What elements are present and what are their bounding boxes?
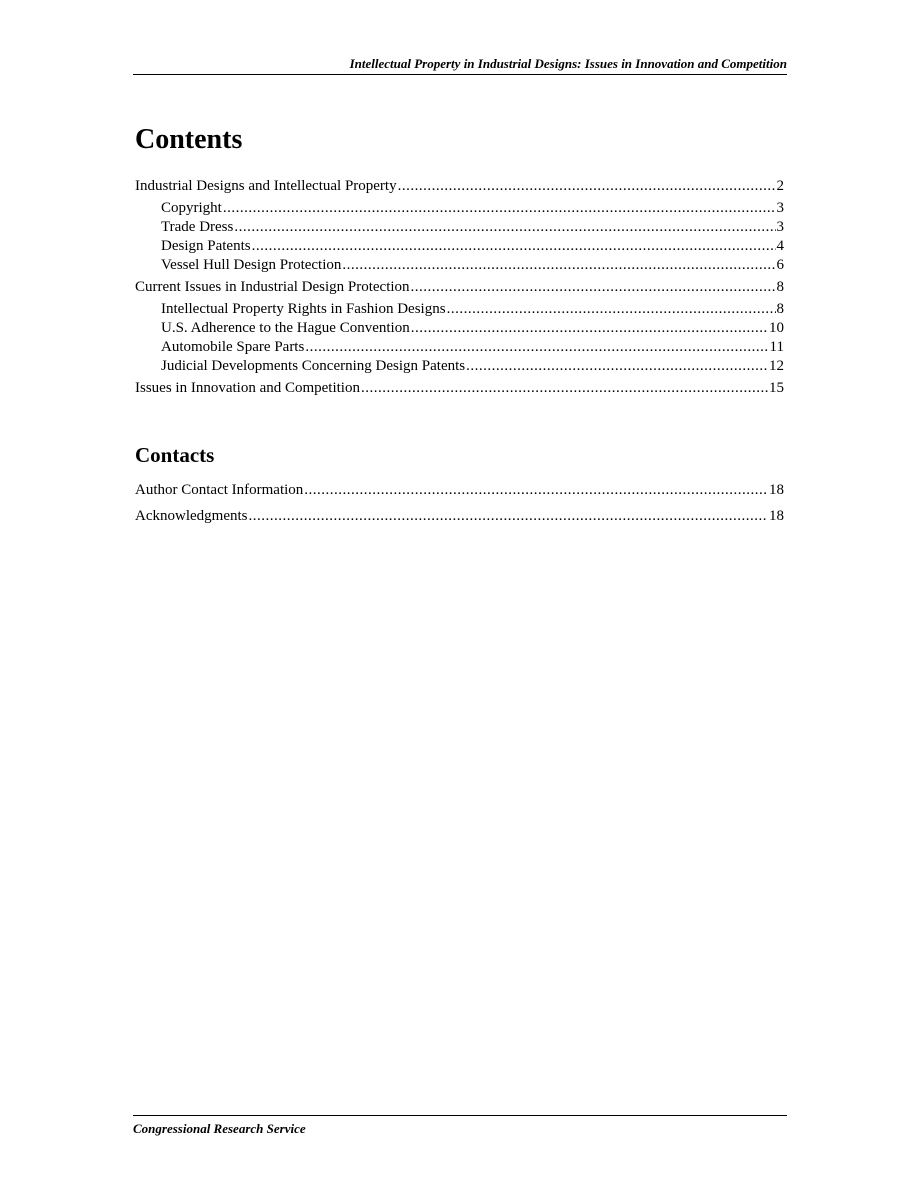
toc-entry-label: Copyright <box>161 200 222 216</box>
toc-entry-page: 4 <box>776 238 784 254</box>
toc-dot-leader <box>248 507 768 526</box>
contacts-list <box>135 481 784 526</box>
toc-entry-label: Author Contact Information <box>135 482 304 498</box>
toc-entry-page: 2 <box>776 178 784 194</box>
toc-entry-page: 3 <box>776 219 784 235</box>
toc-entry-label: Automobile Spare Parts <box>161 339 305 355</box>
toc-entry-page: 18 <box>769 508 784 524</box>
toc-entry-page: 12 <box>769 358 784 374</box>
toc-entry[interactable] <box>135 357 784 376</box>
toc-dot-leader <box>466 357 768 376</box>
toc-entry-page: 3 <box>776 200 784 216</box>
toc-entry-page: 8 <box>776 279 784 295</box>
toc-entry-label: Industrial Designs and Intellectual Property <box>135 178 397 194</box>
toc-dot-leader <box>411 278 776 297</box>
contacts-title: Contacts <box>135 443 215 467</box>
toc-entry-page: 10 <box>769 320 784 336</box>
toc-dot-leader <box>398 177 776 196</box>
toc-entry-label: U.S. Adherence to the Hague Convention <box>161 320 410 336</box>
toc-entry-label: Design Patents <box>161 238 251 254</box>
toc-entry-label: Vessel Hull Design Protection <box>161 257 342 273</box>
toc-dot-leader <box>234 218 775 237</box>
running-footer: Congressional Research Service <box>133 1115 787 1137</box>
toc-dot-leader <box>361 379 768 398</box>
toc-entry[interactable] <box>135 199 784 218</box>
toc-dot-leader <box>447 300 776 319</box>
toc-entry[interactable] <box>135 481 784 500</box>
toc-entry[interactable] <box>135 237 784 256</box>
toc-dot-leader <box>305 338 768 357</box>
toc-entry-label: Trade Dress <box>161 219 234 235</box>
toc-entry-page: 8 <box>776 301 784 317</box>
toc-dot-leader <box>223 199 776 218</box>
toc-entry[interactable] <box>135 177 784 196</box>
table-of-contents <box>135 177 784 398</box>
toc-entry[interactable] <box>135 338 784 357</box>
toc-entry[interactable] <box>135 319 784 338</box>
toc-entry-page: 6 <box>776 257 784 273</box>
toc-entry-label: Intellectual Property Rights in Fashion Designs <box>161 301 446 317</box>
running-header: Intellectual Property in Industrial Designs: Issues in Innovation and Competition <box>133 56 787 75</box>
toc-entry[interactable] <box>135 300 784 319</box>
contents-title: Contents <box>135 124 243 155</box>
toc-entry-page: 11 <box>769 339 784 355</box>
toc-entry[interactable] <box>135 256 784 275</box>
toc-entry-page: 15 <box>769 380 784 396</box>
toc-entry-label: Current Issues in Industrial Design Protection <box>135 279 410 295</box>
toc-dot-leader <box>252 237 776 256</box>
toc-entry[interactable] <box>135 507 784 526</box>
toc-dot-leader <box>411 319 768 338</box>
toc-dot-leader <box>304 481 768 500</box>
toc-entry[interactable] <box>135 379 784 398</box>
toc-entry[interactable] <box>135 278 784 297</box>
toc-entry-label: Judicial Developments Concerning Design Patents <box>161 358 466 374</box>
toc-entry-label: Acknowledgments <box>135 508 248 524</box>
toc-entry-label: Issues in Innovation and Competition <box>135 380 360 396</box>
toc-entry-page: 18 <box>769 482 784 498</box>
toc-dot-leader <box>342 256 775 275</box>
toc-entry[interactable] <box>135 218 784 237</box>
